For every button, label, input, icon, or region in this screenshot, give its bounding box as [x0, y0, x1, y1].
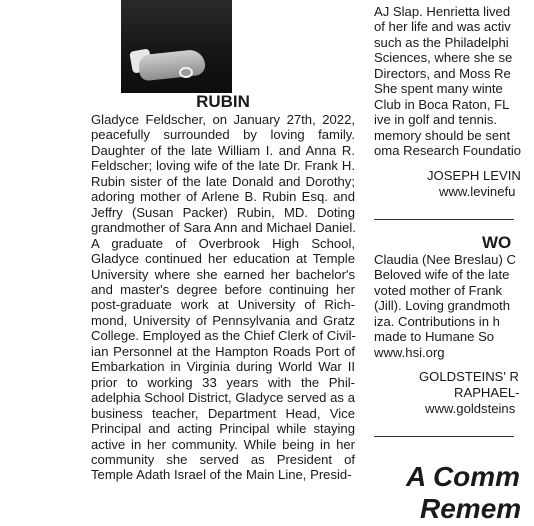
- text-line: peacefully surrounded by loving family.: [91, 127, 355, 143]
- text-line: and master's degree before continuing her: [91, 281, 355, 297]
- text-line: post-graduate work at University of Rich-: [91, 297, 355, 313]
- text-line: grandmother of Sara Ann and Michael Daniel.: [91, 220, 356, 236]
- text-line: community she served as President of: [91, 451, 355, 467]
- text-line: College. Employed as the Chief Clerk of Civil-: [91, 328, 356, 344]
- text-line: such as the Philadelphi: [374, 34, 509, 50]
- obituary-text: [91, 112, 355, 483]
- funeral-home-name-3: RAPHAEL-: [454, 385, 520, 400]
- text-line: ian Personnel at the Hampton Roads Port of: [91, 343, 355, 359]
- text-line: www.hsi.org: [374, 344, 445, 360]
- text-line: ive in golf and tennis.: [374, 112, 498, 128]
- text-line: AJ Slap. Henrietta lived: [374, 4, 511, 19]
- text-line: University where she earned her bachelor's: [91, 266, 355, 282]
- funeral-home-website[interactable]: www.levinefu: [439, 184, 516, 199]
- obituary-heading-wo: WO: [482, 233, 512, 252]
- text-line: Rubin sister of the late Donald and Dorothy;: [91, 173, 355, 189]
- text-line: business teacher, Department Head, Vice: [91, 405, 355, 421]
- text-line: prior to working 33 years with the Phil-: [91, 374, 355, 390]
- text-line: Beloved wife of the late: [374, 267, 510, 283]
- photo-ring: [179, 67, 193, 78]
- text-line: A graduate of Overbrook High School,: [91, 235, 355, 251]
- text-line: Temple Adath Israel of the Main Line, Presid-: [91, 467, 352, 483]
- banner-title-line1: A Comm: [406, 461, 521, 492]
- text-line: voted mother of Frank: [374, 282, 503, 298]
- text-line: Club in Boca Raton, FL: [374, 96, 510, 112]
- obituary-claudia-text: [374, 252, 534, 360]
- photo-dark-clothing: [121, 0, 232, 93]
- text-line: made to Humane So: [374, 329, 495, 345]
- text-line: active in her community. While being in her: [91, 436, 355, 452]
- text-line: Directors, and Moss Re: [374, 65, 511, 81]
- obituary-henrietta-text: [374, 4, 534, 159]
- column-divider-2: [374, 436, 514, 437]
- funeral-home-name: JOSEPH LEVIN: [427, 168, 521, 183]
- text-line: Jeffry (Susan Packer) Rubin, MD. Doting: [91, 204, 355, 220]
- text-line: (Jill). Loving grandmoth: [374, 298, 511, 314]
- text-line: adoring mother of Arlene B. Rubin Esq. and: [91, 189, 355, 205]
- text-line: She spent many winte: [374, 81, 503, 97]
- column-divider: [374, 219, 514, 220]
- text-line: Claudia (Nee Breslau) C: [374, 252, 516, 267]
- obituary-photo: [121, 0, 232, 93]
- text-line: Gladyce Feldscher, on January 27th, 2022,: [91, 112, 355, 127]
- text-line: memory should be sent: [374, 127, 511, 143]
- text-line: mond, University of Pennsylvania and Gratz: [91, 312, 355, 328]
- funeral-home-website-2[interactable]: www.goldsteins: [425, 401, 516, 416]
- text-line: Feldscher; loving wife of the late Dr. Frank H.: [91, 158, 355, 174]
- obituary-name: RUBIN: [196, 92, 250, 111]
- text-line: iza. Contributions in h: [374, 313, 500, 329]
- text-line: of her life and was activ: [374, 19, 511, 35]
- text-line: Embarkation in Virginia during World War II: [91, 359, 355, 375]
- banner-title-line2: Remem: [420, 493, 522, 524]
- text-line: Sciences, where she se: [374, 50, 513, 66]
- text-line: adelphia School District, Gladyce served as a: [91, 390, 355, 406]
- text-line: Gladyce continued her education at Temple: [91, 251, 355, 267]
- text-line: oma Research Foundatio: [374, 143, 522, 159]
- text-line: Principal and acting Principal while staying: [91, 421, 355, 437]
- text-line: Daughter of the late William I. and Anna R.: [91, 142, 355, 158]
- funeral-home-name-2: GOLDSTEINS' R: [419, 369, 519, 384]
